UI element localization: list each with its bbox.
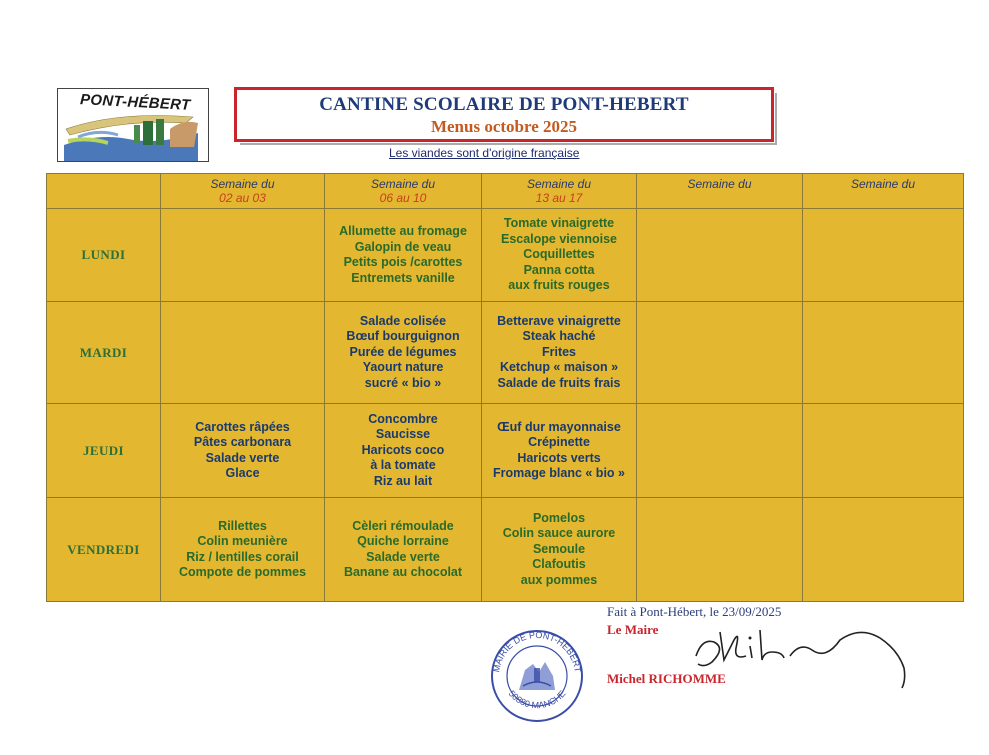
day-row-lundi <box>47 209 964 302</box>
dish: Pâtes carbonara <box>193 435 292 449</box>
page-title: CANTINE SCOLAIRE DE PONT-HEBERT <box>319 94 689 115</box>
pont-hebert-logo <box>57 88 209 162</box>
week-dates: 02 au 03 <box>219 191 266 205</box>
menu-cell <box>482 302 637 404</box>
dish: Escalope viennoise <box>500 231 618 246</box>
menu-cell <box>637 302 803 404</box>
menu-cell <box>637 209 803 302</box>
dish: Colin sauce aurore <box>502 526 616 541</box>
dish: Semoule <box>532 541 586 556</box>
day-label: JEUDI <box>47 404 161 498</box>
menu-cell <box>325 302 482 404</box>
menu-cell <box>325 498 482 602</box>
dish: Tomate vinaigrette <box>503 216 615 231</box>
week-label: Semaine du <box>370 177 436 191</box>
menu-cell <box>325 404 482 498</box>
week-dates: 13 au 17 <box>535 191 583 205</box>
dish: Crépinette <box>528 435 590 449</box>
dish: Entremets vanille <box>351 270 455 285</box>
dish: Banane au chocolat <box>343 565 463 579</box>
dish: Concombre <box>368 411 438 426</box>
dish: Clafoutis <box>532 557 586 572</box>
day-label: VENDREDI <box>47 498 161 602</box>
dish: Steak haché <box>522 329 596 344</box>
week-dates: 06 au 10 <box>379 191 427 205</box>
svg-text:MAIRIE DE PONT-HÉBERT: MAIRIE DE PONT-HÉBERT <box>491 629 583 674</box>
week-label: Semaine du <box>850 177 916 191</box>
dish: Salade de fruits frais <box>497 375 621 390</box>
corner-cell <box>47 174 161 209</box>
dish: Haricots verts <box>517 450 601 465</box>
dish: Pomelos <box>532 510 586 525</box>
dish: Œuf dur mayonnaise <box>497 419 621 434</box>
dish: Riz au lait <box>373 473 433 488</box>
week-header <box>482 174 637 209</box>
logo-text: PONT-HÉBERT <box>79 91 191 114</box>
menu-cell <box>325 209 482 302</box>
menu-cell <box>161 404 325 498</box>
mayor-name: Michel RICHOMME <box>607 671 726 686</box>
dish: Betterave vinaigrette <box>497 313 621 328</box>
menu-cell <box>482 498 637 602</box>
dish: à la tomate <box>370 458 436 473</box>
dish: Fromage blanc « bio » <box>493 466 625 480</box>
title-banner <box>234 87 774 142</box>
signature-place-date: Fait à Pont-Hébert, le 23/09/2025 <box>607 604 782 619</box>
dish: Galopin de veau <box>354 239 452 254</box>
day-label: MARDI <box>47 302 161 404</box>
menu-cell <box>803 209 964 302</box>
menu-cell <box>803 498 964 602</box>
dish: Yaourt nature <box>362 360 444 375</box>
menu-cell <box>161 302 325 404</box>
svg-text:50880 MANCHE: 50880 MANCHE <box>506 688 568 711</box>
town-hall-stamp <box>489 628 585 724</box>
dish: Ketchup « maison » <box>499 360 619 375</box>
dish: Cèleri rémoulade <box>352 518 454 533</box>
dish: Glace <box>225 466 260 480</box>
menu-cell <box>482 404 637 498</box>
menu-cell <box>637 404 803 498</box>
dish: Frites <box>541 344 577 359</box>
menu-table <box>46 173 964 602</box>
dish: Coquillettes <box>523 247 595 262</box>
signature-role: Le Maire <box>607 622 659 637</box>
day-row-vendredi <box>47 498 964 602</box>
dish: Colin meunière <box>197 534 288 548</box>
day-row-jeudi <box>47 404 964 498</box>
week-label: Semaine du <box>210 177 275 191</box>
week-header <box>161 174 325 209</box>
menu-cell <box>161 209 325 302</box>
dish: Salade colisée <box>359 313 447 328</box>
dish: Salade verte <box>205 450 280 465</box>
dish: Saucisse <box>375 427 431 442</box>
week-header <box>637 174 803 209</box>
dish: Purée de légumes <box>349 344 457 359</box>
dish: Salade verte <box>366 549 440 564</box>
menu-cell <box>637 498 803 602</box>
day-row-mardi <box>47 302 964 404</box>
day-label: LUNDI <box>47 209 161 302</box>
menu-cell <box>161 498 325 602</box>
dish: Bœuf bourguignon <box>346 329 460 344</box>
dish: Carottes râpées <box>195 419 290 434</box>
dish: sucré « bio » <box>364 375 442 390</box>
page-subtitle: Menus octobre 2025 <box>430 117 578 136</box>
week-header <box>803 174 964 209</box>
week-header-row <box>47 174 964 209</box>
dish: Rillettes <box>218 518 267 533</box>
menu-cell <box>482 209 637 302</box>
dish: Haricots coco <box>361 442 445 457</box>
week-label: Semaine du <box>526 177 592 191</box>
dish: aux fruits rouges <box>508 278 610 293</box>
dish: Panna cotta <box>523 262 595 277</box>
dish: Petits pois /carottes <box>343 255 463 269</box>
week-header <box>325 174 482 209</box>
dish: Riz / lentilles corail <box>186 549 299 564</box>
dish: aux pommes <box>520 572 598 587</box>
dish: Compote de pommes <box>178 565 307 579</box>
menu-cell <box>803 302 964 404</box>
meat-origin-note: Les viandes sont d'origine française <box>389 146 580 160</box>
dish: Allumette au fromage <box>339 224 467 238</box>
week-label: Semaine du <box>687 177 752 191</box>
dish: Quiche lorraine <box>357 534 449 548</box>
menu-cell <box>803 404 964 498</box>
